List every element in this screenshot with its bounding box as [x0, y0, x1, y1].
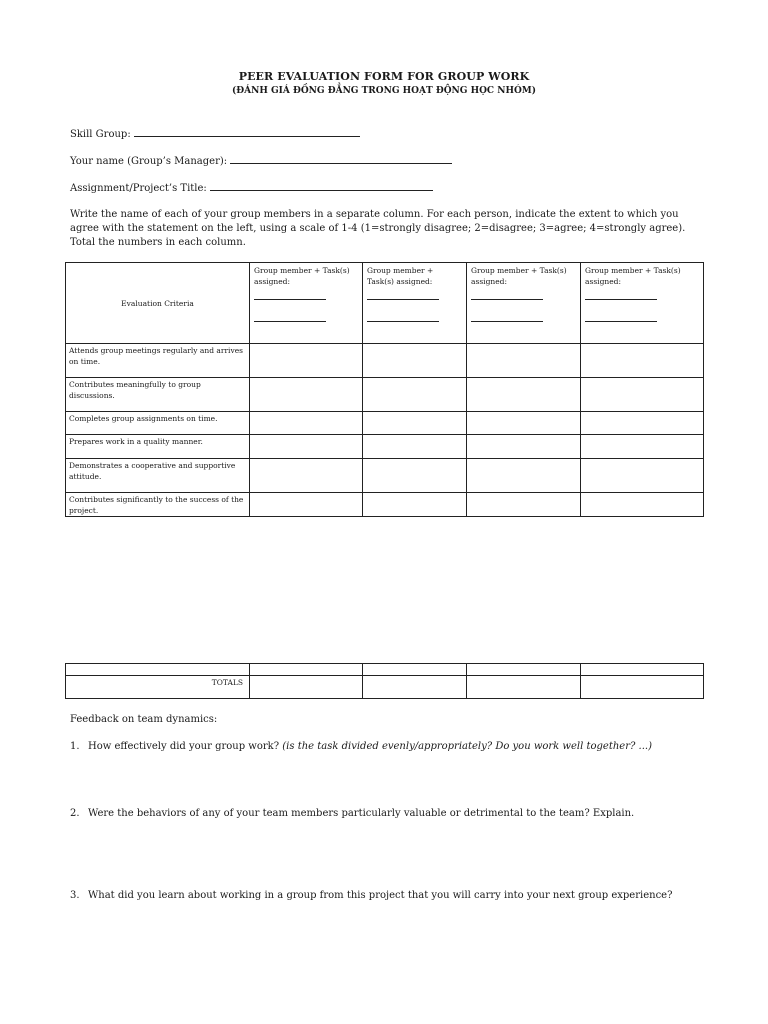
skill-group-label: Skill Group: — [70, 129, 131, 140]
criterion-cell: Prepares work in a quality manner. — [66, 435, 250, 459]
score-cell[interactable] — [363, 378, 467, 412]
your-name-field — [70, 154, 452, 167]
score-cell[interactable] — [467, 344, 581, 378]
feedback-heading: Feedback on team dynamics: — [70, 714, 218, 725]
score-cell[interactable] — [581, 412, 704, 435]
member-header-4[interactable]: Group member + Task(s) assigned: — [581, 263, 704, 344]
score-cell[interactable] — [363, 435, 467, 459]
instructions-text: Write the name of each of your group members in a separate column. For each person, indicate the extent to which you agree with the statement on the left, using a scale of 1-4 (1=strongly disagree; 2=disagree; 3=agree; 4=strongly agree). Total the numbers in each column. — [70, 209, 686, 248]
score-cell[interactable] — [363, 493, 467, 517]
member-name-line[interactable] — [367, 299, 439, 300]
member-name-line[interactable] — [471, 299, 543, 300]
member-task-line[interactable] — [471, 321, 543, 322]
score-cell[interactable] — [467, 412, 581, 435]
totals-table — [65, 663, 704, 699]
table-row — [66, 459, 704, 493]
score-cell[interactable] — [250, 435, 363, 459]
member-header-1[interactable]: Group member + Task(s) assigned: — [250, 263, 363, 344]
skill-group-blank[interactable] — [134, 127, 360, 137]
score-cell[interactable] — [467, 435, 581, 459]
question-hint: (is the task divided evenly/appropriately? Do you work well together? ...) — [282, 741, 652, 752]
score-cell[interactable] — [581, 435, 704, 459]
score-cell[interactable] — [250, 344, 363, 378]
assignment-title-blank[interactable] — [210, 181, 433, 191]
criterion-cell: Completes group assignments on time. — [66, 412, 250, 435]
score-cell[interactable] — [581, 459, 704, 493]
score-cell[interactable] — [581, 493, 704, 517]
score-cell[interactable] — [581, 344, 704, 378]
criterion-cell: Contributes significantly to the success of the project. — [66, 493, 250, 517]
your-name-label: Your name (Group’s Manager): — [70, 156, 228, 167]
totals-label: TOTALS — [66, 676, 250, 699]
score-cell[interactable] — [467, 378, 581, 412]
table-row — [66, 344, 704, 378]
member-name-line[interactable] — [585, 299, 657, 300]
score-cell[interactable] — [250, 459, 363, 493]
evaluation-table — [65, 262, 704, 517]
your-name-blank[interactable] — [230, 154, 452, 164]
feedback-question-3: 3. What did you learn about working in a group from this project that you will carry into your next group experience? — [70, 890, 673, 901]
member-task-line[interactable] — [585, 321, 657, 322]
member-header-2[interactable]: Group member + Task(s) assigned: — [363, 263, 467, 344]
assignment-title-label: Assignment/Project’s Title: — [70, 183, 207, 194]
score-cell[interactable] — [363, 459, 467, 493]
member-task-line[interactable] — [367, 321, 439, 322]
form-subtitle: (ĐÁNH GIÁ ĐỒNG ĐẲNG TRONG HOẠT ĐỘNG HỌC NHÓM) — [231, 86, 537, 96]
assignment-title-field — [70, 181, 433, 194]
score-cell[interactable] — [250, 412, 363, 435]
criteria-header: Evaluation Criteria — [66, 263, 250, 344]
total-cell[interactable] — [581, 676, 704, 699]
table-row — [66, 435, 704, 459]
table-row — [66, 412, 704, 435]
score-cell[interactable] — [581, 378, 704, 412]
score-cell[interactable] — [250, 493, 363, 517]
score-cell[interactable] — [467, 459, 581, 493]
criterion-cell: Demonstrates a cooperative and supportive attitude. — [66, 459, 250, 493]
score-cell[interactable] — [467, 493, 581, 517]
member-name-line[interactable] — [254, 299, 326, 300]
total-cell[interactable] — [250, 676, 363, 699]
member-header-3[interactable]: Group member + Task(s) assigned: — [467, 263, 581, 344]
table-row — [66, 378, 704, 412]
criterion-cell: Attends group meetings regularly and arrives on time. — [66, 344, 250, 378]
skill-group-field — [70, 127, 360, 140]
member-task-line[interactable] — [254, 321, 326, 322]
total-cell[interactable] — [363, 676, 467, 699]
feedback-question-1: 1. How effectively did your group work? (is the task divided evenly/appropriately? Do you work well together? ...) — [70, 741, 652, 752]
totals-row — [66, 676, 704, 699]
score-cell[interactable] — [363, 412, 467, 435]
table-header-row — [66, 263, 704, 344]
total-cell[interactable] — [467, 676, 581, 699]
score-cell[interactable] — [363, 344, 467, 378]
form-title: PEER EVALUATION FORM FOR GROUP WORK — [238, 70, 530, 83]
criterion-cell: Contributes meaningfully to group discussions. — [66, 378, 250, 412]
totals-spacer-row — [66, 664, 704, 676]
score-cell[interactable] — [250, 378, 363, 412]
feedback-question-2: 2. Were the behaviors of any of your team members particularly valuable or detrimental to the team? Explain. — [70, 808, 635, 819]
table-row — [66, 493, 704, 517]
